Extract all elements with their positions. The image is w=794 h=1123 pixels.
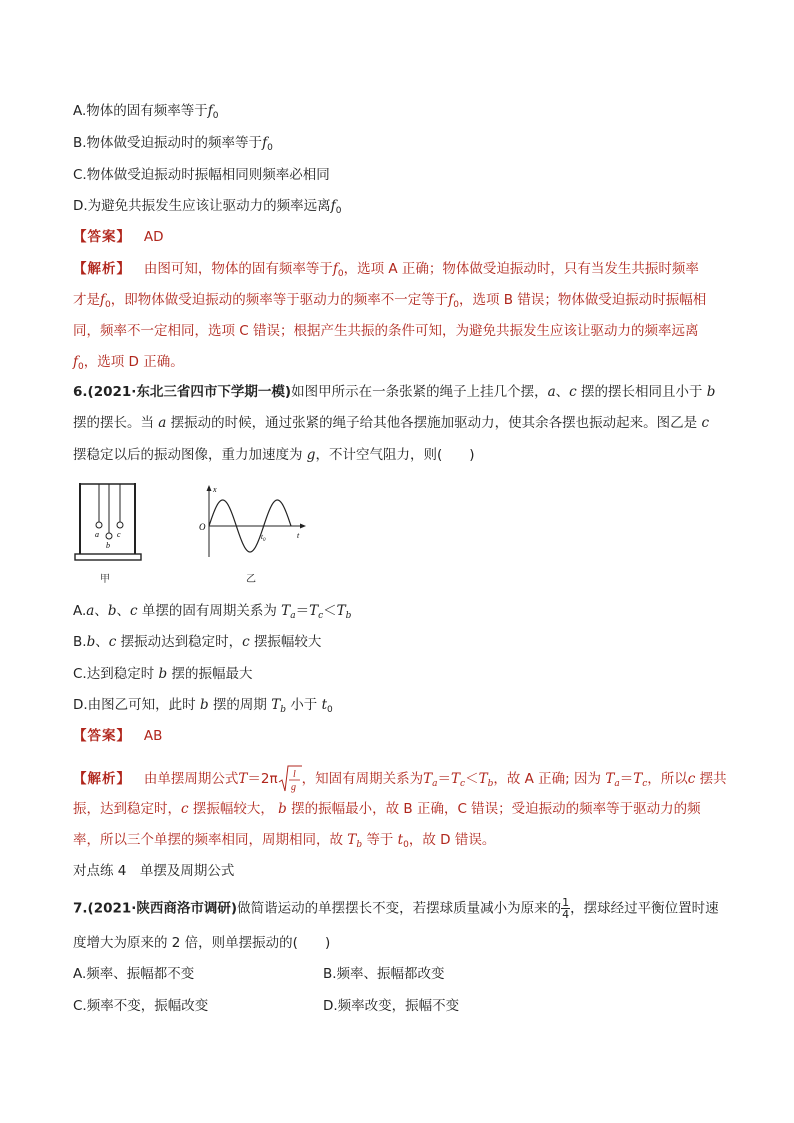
q7-option-c: C.频率不变，振幅改变 [73,998,209,1014]
q6-stem-line-1: 6.(2021·东北三省四市下学期一模)如图甲所示在一条张紧的绳子上挂几个摆，a、c 摆的摆长相同且小于 b [73,384,716,400]
svg-text:g: g [290,782,296,793]
q6-option-a: A.a、b、c 单摆的固有周期关系为 $T_a=T_c<T_b$ [73,603,352,621]
q7-stem-line-2: 度增大为原来的 2 倍，则单摆振动的( ) [73,935,331,951]
pendulum-label-b: b [106,541,110,550]
vibration-graph-figure [195,483,315,563]
q6-option-d: D.由图乙可知，此时 b 摆的周期 $T_b$ 小于 $t_0$ [73,697,333,715]
figure-b-caption: 乙 [246,574,256,585]
q5-option-b: B.物体做受迫振动时的频率等于$f_0$ [73,135,273,153]
svg-text:l: l [292,769,296,780]
q5-analysis-line-4: $f_0$，选项 D 正确。 [73,354,184,372]
q5-answer: 【答案】 AD [73,229,164,245]
q5-analysis-line-3: 同，频率不一定相同，选项 C 错误；根据产生共振的条件可知，为避免共振发生应该让驱动力的频率远离 [73,323,699,339]
q6-stem-line-2: 摆的摆长。当 a 摆振动的时候，通过张紧的绳子给其他各摆施加驱动力，使其余各摆也振动起来。图乙是 c [73,415,710,431]
q7-option-b: B.频率、振幅都改变 [323,966,445,982]
sqrt-formula [278,764,302,794]
section-heading: 对点练 4 单摆及周期公式 [73,863,235,879]
q7-stem-line-1: 7.(2021·陕西商洛市调研)做简谐运动的单摆摆长不变，若摆球质量减小为原来的 $\frac{1}{4}$ ，摆球经过平衡位置时速 [73,896,719,921]
q5-option-c: C.物体做受迫振动时振幅相同则频率必相同 [73,167,330,183]
q6-answer: 【答案】 AB [73,728,163,744]
q6-analysis-line-1: 【解析】 由单摆周期公式T＝2π l g ，知固有周期关系为$T_a=T_c<T_b$，故 A 正确; 因为 $T_a=T_c$，所以c 摆共 [73,764,727,794]
origin-label: O [199,522,206,532]
pendulum-frame-figure [73,478,145,570]
q6-analysis-line-2: 振，达到稳定时，c 摆振幅较大， b 摆的振幅最小，故 B 正确，C 错误；受迫振动的频率等于驱动力的频 [73,801,701,817]
figure-a-caption: 甲 [100,574,110,585]
t0-label: $t_0$ [261,533,266,543]
q5-analysis-line-1: 【解析】 由图可知，物体的固有频率等于$f_0$，选项 A 正确；物体做受迫振动时，只有当发生共振时频率 [73,261,699,279]
q7-option-d: D.频率改变，振幅不变 [323,998,460,1014]
x-axis-label: t [297,531,300,540]
fraction-one-quarter: $\frac{1}{4}$ [562,896,570,921]
q6-analysis-line-3: 率，所以三个单摆的频率相同，周期相同，故 $T_b$ 等于 $t_0$，故 D 错误。 [73,832,496,850]
pendulum-label-c: c [117,530,121,539]
q6-option-b: B.b、c 摆振动达到稳定时，c 摆振幅较大 [73,634,322,650]
q5-option-d: D.为避免共振发生应该让驱动力的频率远离$f_0$ [73,198,342,216]
q7-option-a: A.频率、振幅都不变 [73,966,195,982]
pendulum-label-a: a [95,530,99,539]
q6-option-c: C.达到稳定时 b 摆的振幅最大 [73,666,253,682]
q6-stem-line-3: 摆稳定以后的振动图像，重力加速度为 g，不计空气阻力，则( ) [73,447,475,463]
q5-analysis-line-2: 才是$f_0$，即物体做受迫振动的频率等于驱动力的频率不一定等于$f_0$，选项 B 错误；物体做受迫振动时振幅相 [73,292,707,310]
y-axis-label: x [213,485,217,494]
q5-option-a: A.物体的固有频率等于$f_0$ [73,103,219,121]
